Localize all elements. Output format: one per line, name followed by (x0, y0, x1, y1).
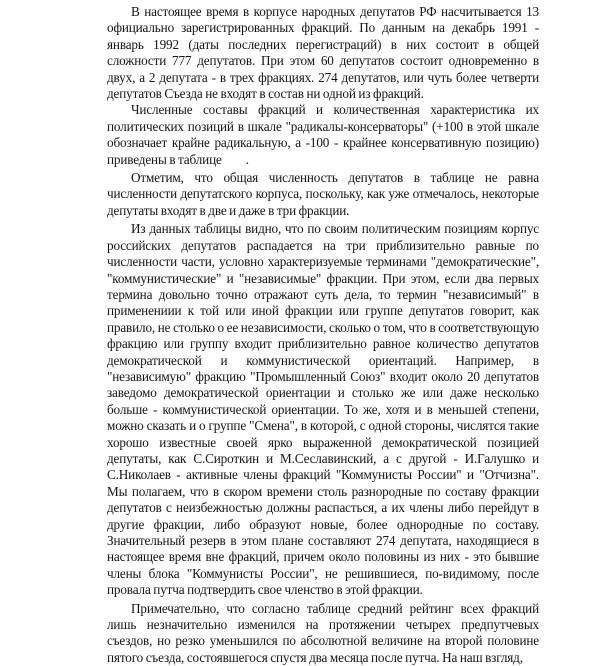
paragraph-rating: Примечательно, что согласно таблице средний рейтинг всех фракций лишь незначительно изменился на протяжении четырех предпутчевых съездов, но резко уменьшился по абсолютной величине на второй половине пятого съезда, состоявшегося спустя два месяца после путча. На наш взгляд, (107, 600, 539, 665)
paragraph-factions-table (107, 102, 539, 168)
table-reference-mark: . (245, 151, 249, 167)
paragraph-factions-table-text: Численные составы фракций и количественная характеристика их политических позиций в шкале "радикалы-консерваторы" (+100 в этой шкале обозначает крайне радикальную, а -100 - крайнее консервативную позицию) приведены в таблице (107, 102, 539, 167)
paragraph-total-deputies: Отметим, что общая численность депутатов в таблице не равна численности депутатского корпуса, поскольку, как уже отмечалось, некоторые депутаты входят в две и даже в три фракции. (107, 170, 539, 218)
document-body (107, 4, 539, 666)
paragraph-factions-count: В настоящее время в корпусе народных депутатов РФ насчитывается 13 официально зарегистрированных фракций. По данным на декабрь 1991 - январь 1992 (даты последних перегистраций) в них состоит в общей сложности 777 депутатов. При этом 60 депутатов состоит одновременно в двух, а 2 депутата - в трех фракциях. 274 депутатов, или чуть более четверти депутатов Съезда не входят в состав ни одной из фракций. (107, 4, 539, 102)
paragraph-analysis: Из данных таблицы видно, что по своим политическим позициям корпус российских депутатов распадается на три приблизительно равные по численности части, условно характеризуемые терминами "демократические", "коммунистические" и "независимые" фракции. При этом, если два первых термина довольно точно отражают суть дела, то термин "независимый" в применениии к той или иной фракции или группе депутатов говорит, как правило, не столько о ее независимости, сколько о том, что в соответствующую фракцию или группу входит приблизительно равное количество депутатов демократической и коммунистической ориентаций. Например, в "независимую" фракцию "Промышленный Союз" входит около 20 депутатов заведомо демократической ориентации и столько же или даже несколько больше - коммунистической ориентации. То же, хотя и в меньшей степени, можно сказать и о группе "Смена", в которой, с одной стороны, числятся такие хорошо известные своей ярко выраженной демократической позицией депутаты, как С.Сироткин и М.Сеславинский, а с другой - И.Галушко и С.Николаев - активные члены фракций "Коммунисты России" и "Отчизна". Мы полагаем, что в скором времени столь разнородные по составу фракции депутатов с неизбежностью должны распасться, а их члены либо перейдут в другие фракции, либо образуют новые, более однородные по составу. Значительный резерв в этом плане составляют 274 депутата, находящиеся в настоящее время вне фракций, причем около половины из них - это бывшие члены блока "Коммунисты России", не решившиеся, по-видимому, после провала путча подтвердить свое членство в этой фракции. (107, 221, 539, 598)
